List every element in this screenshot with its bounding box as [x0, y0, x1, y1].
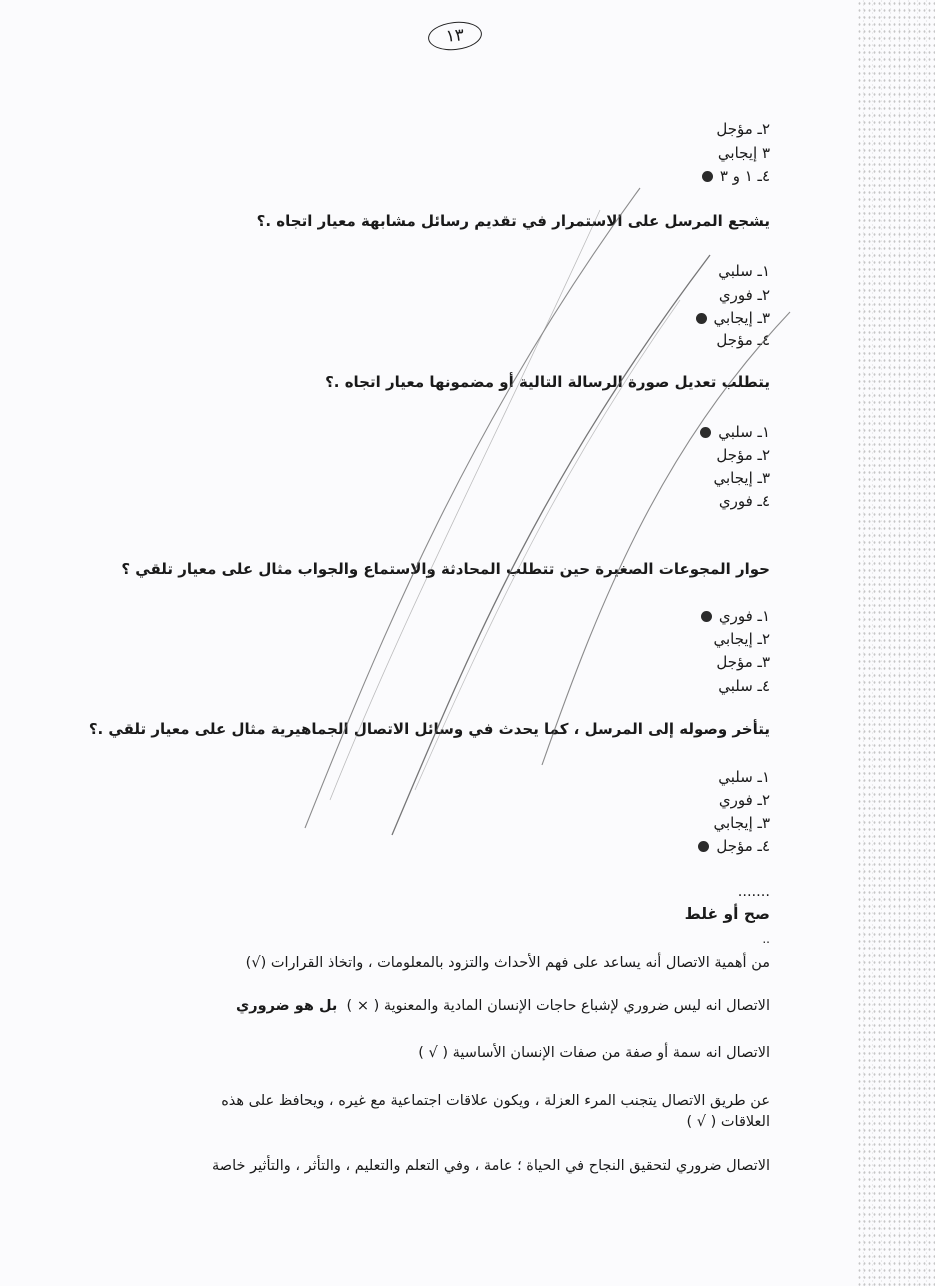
tf-statement-4-line-2: العلاقات ( √ ): [686, 1114, 770, 1130]
page-number: ١٣: [427, 19, 484, 52]
q0-option-2: ٢ـ مؤجل: [716, 120, 770, 138]
tf-statement-1: من أهمية الاتصال أنه يساعد على فهم الأحداث والتزود بالمعلومات ، واتخاذ القرارات (√): [245, 955, 770, 971]
tf-statement-5: الاتصال ضروري لتحقيق النجاح في الحياة ؛ عامة ، وفي التعلم والتعليم ، والتأثر ، والتأثير خاصة: [212, 1158, 770, 1174]
q3-text: حوار المجوعات الصغيرة حين تتطلب المحادثة والاستماع والجواب مثال على معيار تلقي ؟: [121, 560, 770, 578]
q2-option-1-label: ١ـ سلبي: [718, 423, 770, 441]
q1-text: يشجع المرسل على الاستمرار في تقديم رسائل مشابهة معيار اتجاه .؟: [256, 212, 770, 230]
q2-option-3: ٣ـ إيجابي: [713, 469, 770, 487]
q1-option-1: ١ـ سلبي: [718, 262, 770, 280]
q2-option-4: ٤ـ فوري: [718, 492, 770, 510]
tf-statement-4-line-1: عن طريق الاتصال يتجنب المرء العزلة ، ويكون علاقات اجتماعية مع غيره ، ويحافظ على هذه: [221, 1093, 770, 1109]
pencil-stroke: [392, 255, 710, 835]
q3-option-2: ٢ـ إيجابي: [713, 630, 770, 648]
tf-statement-3: الاتصال انه سمة أو صفة من صفات الإنسان الأساسية ( √ ): [418, 1045, 770, 1061]
q1-option-4: ٤ـ مؤجل: [716, 331, 770, 349]
q4-text: يتأخر وصوله إلى المرسل ، كما يحدث في وسائل الاتصال الجماهيرية مثال على معيار تلقي .؟: [88, 720, 770, 738]
selected-answer-dot-icon: [700, 427, 711, 438]
selected-answer-dot-icon: [701, 611, 712, 622]
tf-dots-above: .......: [737, 884, 770, 900]
tf-statement-2-text: الاتصال انه ليس ضروري لإشباع حاجات الإنسان المادية والمعنوية ( × ): [346, 998, 770, 1014]
q1-option-3-selected: [696, 307, 771, 330]
tf-dots-below: ..: [762, 932, 770, 946]
q0-option-4-selected: [702, 165, 770, 188]
q2-option-1-selected: [700, 421, 770, 444]
q2-option-2: ٢ـ مؤجل: [716, 446, 770, 464]
selected-answer-dot-icon: [698, 841, 709, 852]
q3-option-1-label: ١ـ فوري: [718, 607, 770, 625]
q3-option-1-selected: [701, 605, 770, 628]
q4-option-4-label: ٤ـ مؤجل: [716, 837, 770, 855]
q0-option-3: ٣ إيجابي: [717, 144, 770, 162]
q1-option-2: ٢ـ فوري: [718, 286, 770, 304]
q4-option-4-selected: [698, 835, 770, 858]
selected-answer-dot-icon: [702, 171, 713, 182]
q3-option-4: ٤ـ سلبي: [718, 677, 770, 695]
scan-edge-noise: [857, 0, 935, 1286]
selected-answer-dot-icon: [696, 313, 707, 324]
q4-option-2: ٢ـ فوري: [718, 791, 770, 809]
tf-statement-2-note: بل هو ضروري: [236, 998, 338, 1014]
q3-option-3: ٣ـ مؤجل: [716, 653, 770, 671]
q4-option-1: ١ـ سلبي: [718, 768, 770, 786]
tf-title: صح أو غلط: [684, 905, 770, 923]
q2-text: يتطلب تعديل صورة الرسالة التالية أو مضمونها معيار اتجاه .؟: [325, 373, 770, 391]
q4-option-3: ٣ـ إيجابي: [713, 814, 770, 832]
q1-option-3-label: ٣ـ إيجابي: [713, 309, 770, 327]
tf-statement-2: [236, 998, 770, 1014]
pencil-stroke: [330, 210, 600, 800]
q0-option-4-label: ٤ـ ١ و ٣: [719, 167, 770, 185]
